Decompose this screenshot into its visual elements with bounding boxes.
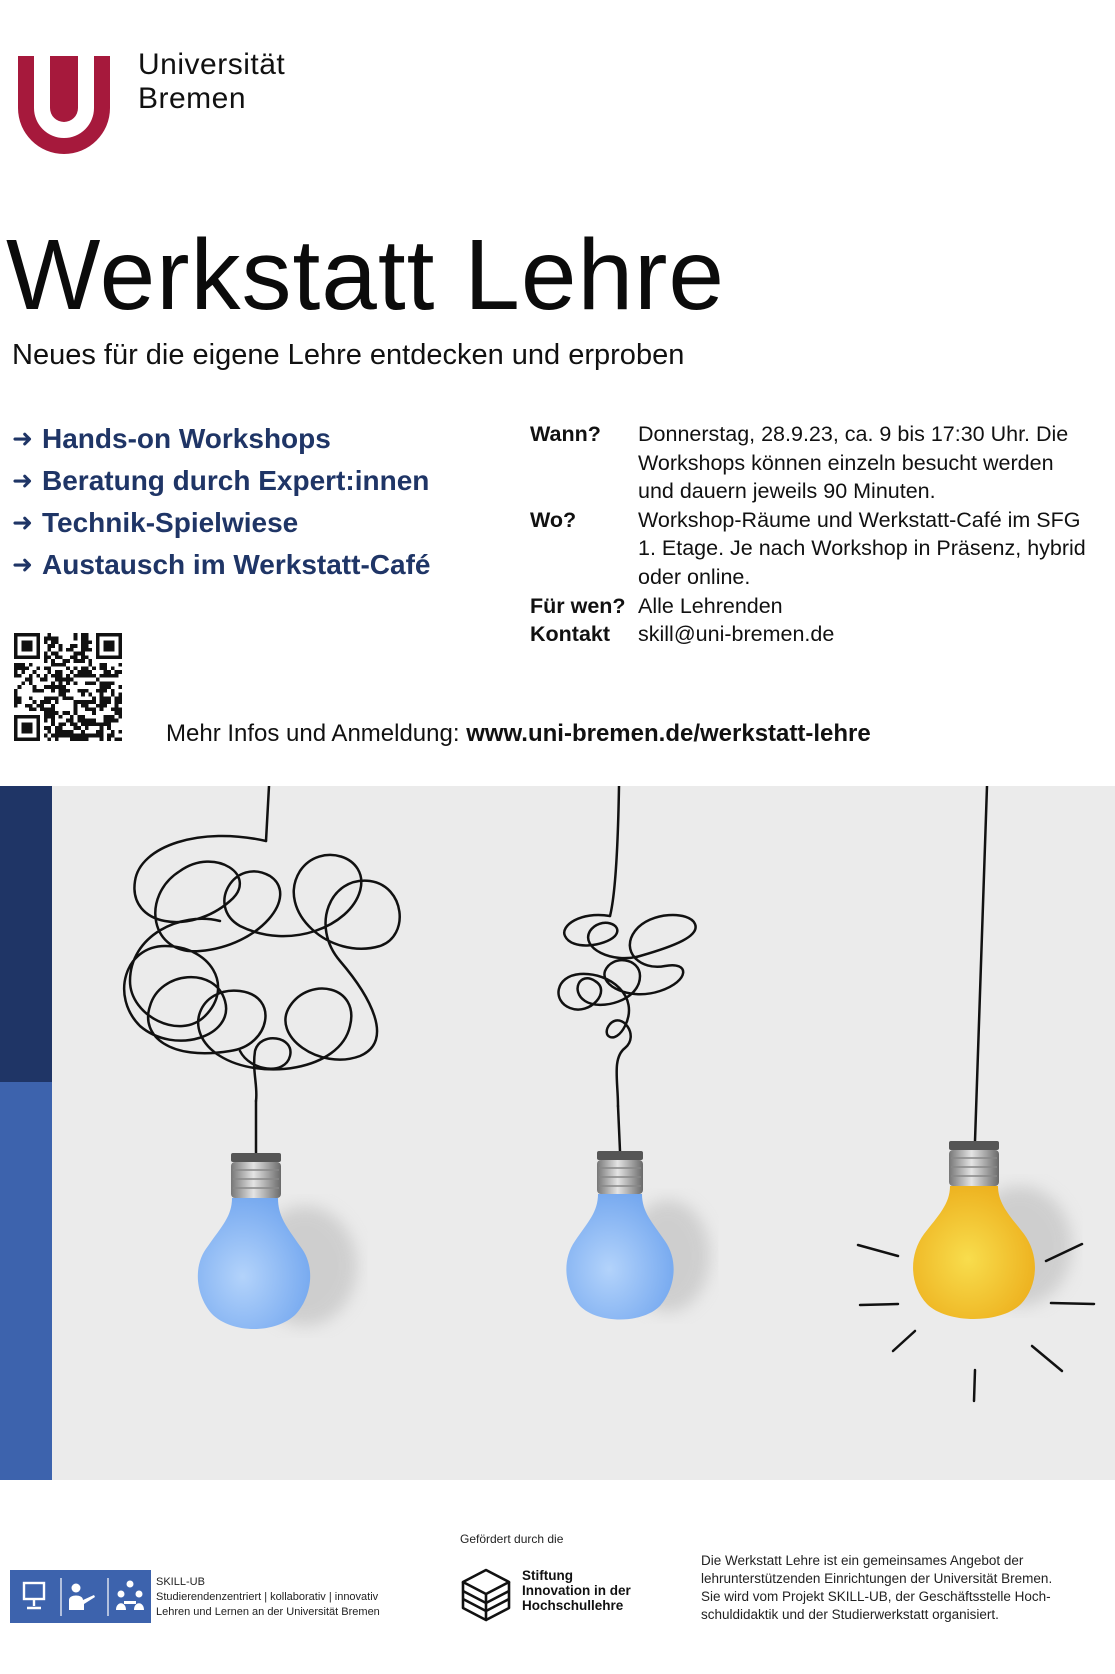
feature-list [12,418,430,586]
info-row-audience [530,592,1090,621]
page-title: Werkstatt Lehre [6,219,726,331]
feature-label: Austausch im Werkstatt-Café [42,549,431,580]
stiftung-line-3: Hochschullehre [522,1598,624,1613]
feature-item [12,418,430,460]
logo-line-1: Universität [138,48,286,81]
feature-label: Beratung durch Expert:innen [42,465,430,496]
skill-ub-subline: Lehren und Lernen an der Universität Bremen [156,1606,380,1618]
arrow-right-icon: ➜ [12,467,33,495]
info-value: Alle Lehrenden [638,593,783,618]
feature-item [12,544,430,586]
skill-ub-name: SKILL-UB [156,1576,205,1588]
more-info-label: Mehr Infos und Anmeldung: [166,720,467,747]
info-row-contact [530,620,1090,649]
event-info [530,420,1090,649]
logo-line-2: Bremen [138,82,247,115]
footer-note-line: schuldidaktik und der Studierwerkstatt organisiert. [701,1607,999,1622]
feature-label: Hands-on Workshops [42,423,331,454]
contact-email-link[interactable]: skill@uni-bremen.de [638,622,835,647]
feature-item [12,460,430,502]
info-row-where [530,506,1090,592]
info-row-when [530,420,1090,506]
info-key: Für wen? [530,593,626,618]
stiftung-line-2: Innovation in der [522,1583,631,1598]
arrow-right-icon: ➜ [12,509,33,537]
footer-note-line: lehrunterstützenden Einrichtungen der Universität Bremen. [701,1571,1053,1586]
info-value: Workshop-Räume und Werkstatt-Café im SFG 1. Etage. Je nach Workshop in Präsenz, hybrid oder online. [638,507,1086,589]
feature-label: Technik-Spielwiese [42,507,299,538]
stiftung-line-1: Stiftung [522,1568,573,1583]
qr-code-icon[interactable] [14,633,122,741]
stiftung-cube-icon [460,1567,512,1623]
footer-note-line: Sie wird vom Projekt SKILL-UB, der Geschäftsstelle Hoch- [701,1589,1051,1604]
uni-bremen-logo-icon [14,52,114,156]
registration-link[interactable]: www.uni-bremen.de/werkstatt-lehre [466,720,871,747]
feature-item [12,502,430,544]
footer-note-line: Die Werkstatt Lehre ist ein gemeinsames Angebot der [701,1553,1024,1568]
stiftung-name [522,1568,631,1613]
funded-by-label: Gefördert durch die [460,1532,564,1546]
info-key: Wo? [530,507,577,532]
skill-ub-tagline: Studierendenzentriert | kollaborativ | innovativ [156,1591,379,1603]
logo-wordmark [138,48,285,116]
light-bulbs-illustration [0,786,1115,1480]
arrow-right-icon: ➜ [12,551,33,579]
info-key: Wann? [530,422,601,446]
arrow-right-icon: ➜ [12,425,33,453]
info-value: Donnerstag, 28.9.23, ca. 9 bis 17:30 Uhr. Die Workshops können einzeln besucht werden und dauern jeweils 90 Minuten. [638,422,1069,504]
more-info-line [166,718,871,750]
skill-ub-logo [10,1570,151,1623]
info-key: Kontakt [530,622,611,647]
footer-note [701,1552,1052,1624]
page-subtitle: Neues für die eigene Lehre entdecken und erproben [12,339,685,371]
skill-ub-text [156,1575,380,1620]
